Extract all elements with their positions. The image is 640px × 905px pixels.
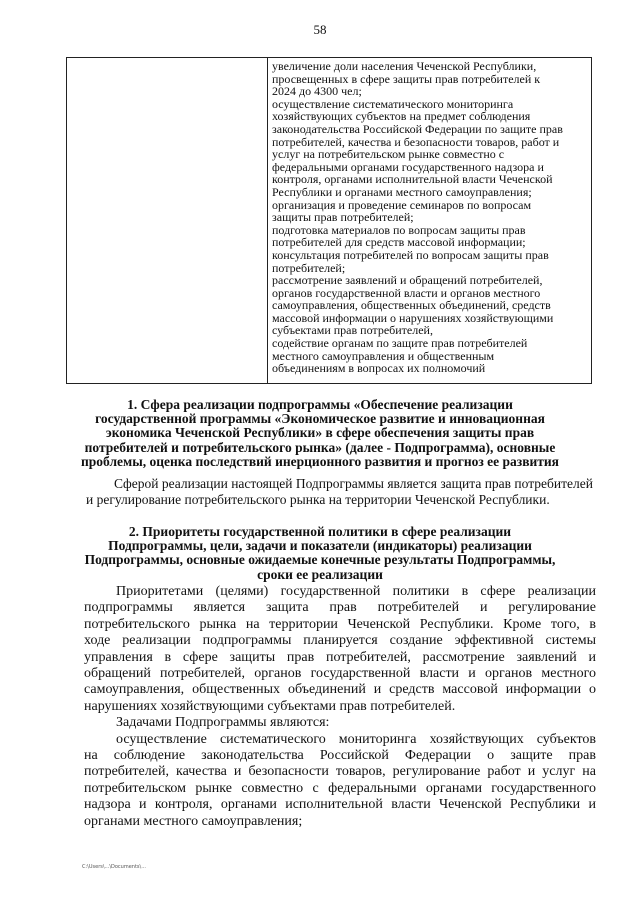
table-cell-line: организация и проведение семинаров по вопросам <box>272 197 532 212</box>
heading-line: 1. Сфера реализации подпрограммы «Обеспечение реализации <box>127 397 513 412</box>
heading-line: проблемы, оценка последствий инерционного развития и прогноз ее развития <box>81 453 559 469</box>
body-line: нарушениях хозяйствующими субъектами прав потребителей. <box>84 698 456 714</box>
body-line: ходе реализации подпрограммы планируется создание эффективной системы <box>84 633 596 649</box>
table-right-cell <box>272 60 587 375</box>
body-line: Приоритетами (целями) государственной политики в сфере реализации <box>116 584 596 599</box>
table-cell-line: массовой информации о нарушениях хозяйствующими <box>272 310 554 325</box>
table-cell-line: защиты прав потребителей; <box>272 210 414 225</box>
heading-line: государственной программы «Экономическое развитие и инновационная <box>95 411 545 427</box>
table-cell-line: контроля, органами исполнительной власти Чеченской <box>272 172 553 187</box>
table-cell-line: потребителей для средств массовой информации; <box>272 235 526 250</box>
table-cell-line: подготовка материалов по вопросам защиты прав <box>272 222 526 237</box>
table-cell-line: 2024 до 4300 чел; <box>272 84 362 99</box>
table-cell-line: хозяйствующих субъектов на предмет соблюдения <box>272 109 531 124</box>
paragraph-line: и регулирование потребительского рынка на территории Чеченской Республики. <box>86 492 550 507</box>
heading-line: потребителей и потребительского рынка» (далее - Подпрограмма), основные <box>84 439 556 455</box>
heading-line: экономика Чеченской Республики» в сфере обеспечения защиты прав <box>105 425 535 441</box>
table-cell-line: субъектами прав потребителей, <box>272 323 433 338</box>
page-number: 58 <box>313 22 327 37</box>
section-1-heading <box>40 398 600 469</box>
body-line: потребителей, качества и безопасности товаров, регулирование работ и услуг на <box>84 764 596 780</box>
body-line: подпрограммы является защита прав потребителей и регулирование <box>84 600 596 616</box>
table-cell-line: Республики и органами местного самоуправления; <box>272 184 532 199</box>
body-line: надзора и контроля, органами исполнительной власти Чеченской Республики и <box>84 797 596 813</box>
body-line: обращений потребителей, органов государственной власти и органов местного <box>84 666 596 682</box>
file-path-note: C:\Users\...\Documents\... <box>82 864 146 870</box>
table-cell-line: органов государственной власти и органов местного <box>272 285 541 300</box>
section-2-body <box>84 584 596 830</box>
heading-line: Подпрограммы, основные ожидаемые конечные результаты Подпрограммы, <box>84 552 556 568</box>
section-2-heading <box>40 525 600 582</box>
table-cell-line: законодательства Российской Федерации по защите прав <box>272 121 563 136</box>
table-cell-line: услуг на потребительском рынке совместно с <box>272 147 505 162</box>
table-cell-line: рассмотрение заявлений и обращений потребителей, <box>272 273 543 288</box>
table-cell-line: увеличение доли населения Чеченской Республики, <box>272 59 537 73</box>
table-cell-line: самоуправления, общественных объединений, средств <box>272 298 551 313</box>
program-table <box>66 57 592 384</box>
table-cell-line: осуществление систематического мониторинга <box>272 96 514 111</box>
heading-line: сроки ее реализации <box>257 566 383 582</box>
table-cell-line: консультация потребителей по вопросам защиты прав <box>272 247 549 262</box>
body-line: потребительского рынка на территории Чеченской Республики. Кроме того, в <box>84 616 596 632</box>
section-1-paragraph <box>86 476 596 508</box>
body-line: потребительском рынке совместно с федеральными органами государственного <box>84 780 596 796</box>
body-line: Задачами Подпрограммы являются: <box>116 715 330 731</box>
table-cell-line: потребителей; <box>272 260 346 275</box>
table-cell-line: просвещенных в сфере защиты прав потребителей к <box>272 71 541 86</box>
table-column-divider <box>267 58 268 383</box>
table-cell-line: федеральными органами государственного надзора и <box>272 159 544 174</box>
body-line: органами местного самоуправления; <box>84 813 303 829</box>
body-line: управления в сфере защиты прав потребителей, рассмотрение заявлений и <box>84 649 596 665</box>
table-cell-line: местного самоуправления и общественным <box>272 348 495 363</box>
body-line: на соблюдение законодательства Российской Федерации о защите прав <box>84 748 596 764</box>
body-line: самоуправления, общественных объединений и средств массовой информации о <box>84 682 596 698</box>
heading-line: 2. Приоритеты государственной политики в сфере реализации <box>128 524 512 539</box>
table-cell-line: потребителей, качества и безопасности товаров, работ и <box>272 134 560 149</box>
body-line: осуществление систематического мониторинга хозяйствующих субъектов <box>116 731 596 747</box>
table-cell-line: содействие органам по защите прав потребителей <box>272 336 528 351</box>
heading-line: Подпрограммы, цели, задачи и показатели (индикаторы) реализации <box>108 538 532 554</box>
table-cell-line: объединениям в вопросах их полномочий <box>272 361 486 376</box>
paragraph-line: Сферой реализации настоящей Подпрограммы является защита прав потребителей <box>114 476 593 491</box>
table-left-cell <box>67 58 267 383</box>
